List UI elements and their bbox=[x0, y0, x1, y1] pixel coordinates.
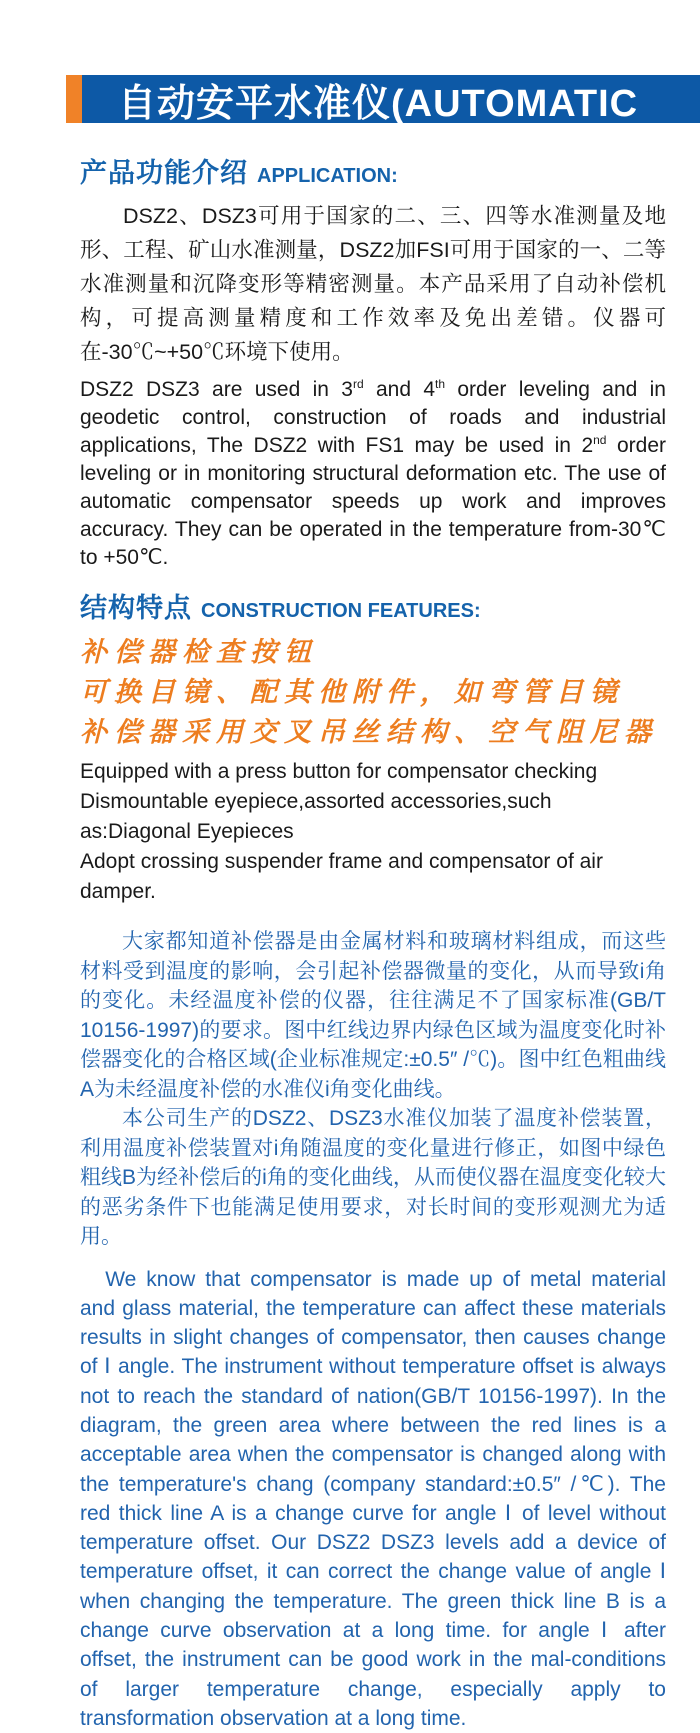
construction-heading-en: CONSTRUCTION FEATURES: bbox=[201, 600, 481, 623]
description-zh-block bbox=[80, 927, 666, 1252]
application-heading-zh: 产品功能介绍 bbox=[80, 151, 248, 190]
description-paragraph-zh-1: 大家都知道补偿器是由金属材料和玻璃材料组成，而这些材料受到温度的影响，会引起补偿器微量的变化，从而导致i角的变化。未经温度补偿的仪器，往往满足不了国家标准(GB/T 10156-1997)的要求。图中红线边界内绿色区域为温度变化时补偿器变化的合格区域(企业标准规定:±0.5″ /℃)。图中红色粗曲线A为未经温度补偿的水准仪i角变化曲线。 bbox=[80, 927, 666, 1104]
ordinal-superscript-th: th bbox=[435, 377, 445, 391]
page-content bbox=[80, 151, 666, 1733]
feature-zh-item: 补偿器检查按钮 bbox=[80, 633, 666, 673]
application-en-part4: order leveling or in monitoring structural deformation etc. The use of automatic compensator speeds up work and improves accuracy. They can be operated in the temperature from-30℃ to +50℃. bbox=[80, 434, 666, 569]
features-list-en bbox=[80, 757, 666, 907]
banner-background bbox=[82, 75, 700, 123]
application-paragraph-zh: DSZ2、DSZ3可用于国家的二、三、四等水准测量及地形、工程、矿山水准测量，DSZ2加FSI可用于国家的一、二等水准测量和沉降变形等精密测量。本产品采用了自动补偿机构，可提高测量精度和工作效率及免出差错。仪器可在-30℃~+50℃环境下使用。 bbox=[80, 199, 666, 369]
application-paragraph-en bbox=[80, 376, 666, 572]
feature-zh-item: 补偿器采用交叉吊丝结构、空气阻尼器 bbox=[80, 713, 666, 753]
description-paragraph-en: We know that compensator is made up of metal material and glass material, the temperature can affect these materials results in slight changes of compensator, then causes change of Ⅰ angle. The instrument without temperature offset is always not to reach the standard of nation(GB/T 10156-1997). In the diagram, the green area where between the red lines is a acceptable area when the compensator is changed along with the temperature's chang (company standard:±0.5″ /℃). The red thick line A is a change curve for angle Ⅰ of level without temperature offset. Our DSZ2 DSZ3 levels add a device of temperature offset, it can correct the change value of angle Ⅰ when changing the temperature. The green thick line B is a change curve observation at a long time. for angle Ⅰ after offset, the instrument can be good work in the mal-conditions of larger temperature change, especially apply to transformation observation at a long time. bbox=[80, 1265, 666, 1733]
application-heading bbox=[80, 151, 666, 190]
application-en-part3: order leveling and in geodetic control, construction of roads and industrial applications, The DSZ2 with FS1 may be used in 2 bbox=[80, 378, 666, 457]
page-banner bbox=[66, 75, 700, 123]
feature-en-item: Equipped with a press button for compensator checking bbox=[80, 757, 666, 787]
application-en-part2: and 4 bbox=[364, 378, 435, 401]
feature-en-item: Adopt crossing suspender frame and compensator of air damper. bbox=[80, 847, 666, 907]
application-heading-en: APPLICATION: bbox=[257, 165, 398, 188]
feature-en-item: Dismountable eyepiece,assorted accessories,such as:Diagonal Eyepieces bbox=[80, 787, 666, 847]
construction-heading-zh: 结构特点 bbox=[80, 586, 192, 625]
banner-accent-bar bbox=[66, 75, 82, 123]
ordinal-superscript-nd: nd bbox=[593, 433, 606, 447]
page-title: 自动安平水准仪(AUTOMATIC bbox=[118, 75, 638, 123]
application-en-part1: DSZ2 DSZ3 are used in 3 bbox=[80, 378, 353, 401]
construction-heading bbox=[80, 586, 666, 625]
description-paragraph-zh-2: 本公司生产的DSZ2、DSZ3水准仪加装了温度补偿装置，利用温度补偿装置对i角随温度的变化量进行修正，如图中绿色粗线B为经补偿后的i角的变化曲线，从而使仪器在温度变化较大的恶劣条件下也能满足使用要求，对长时间的变形观测尤为适用。 bbox=[80, 1104, 666, 1252]
ordinal-superscript-rd: rd bbox=[353, 377, 364, 391]
features-list-zh bbox=[80, 633, 666, 753]
feature-zh-item: 可换目镜、配其他附件，如弯管目镜 bbox=[80, 673, 666, 713]
